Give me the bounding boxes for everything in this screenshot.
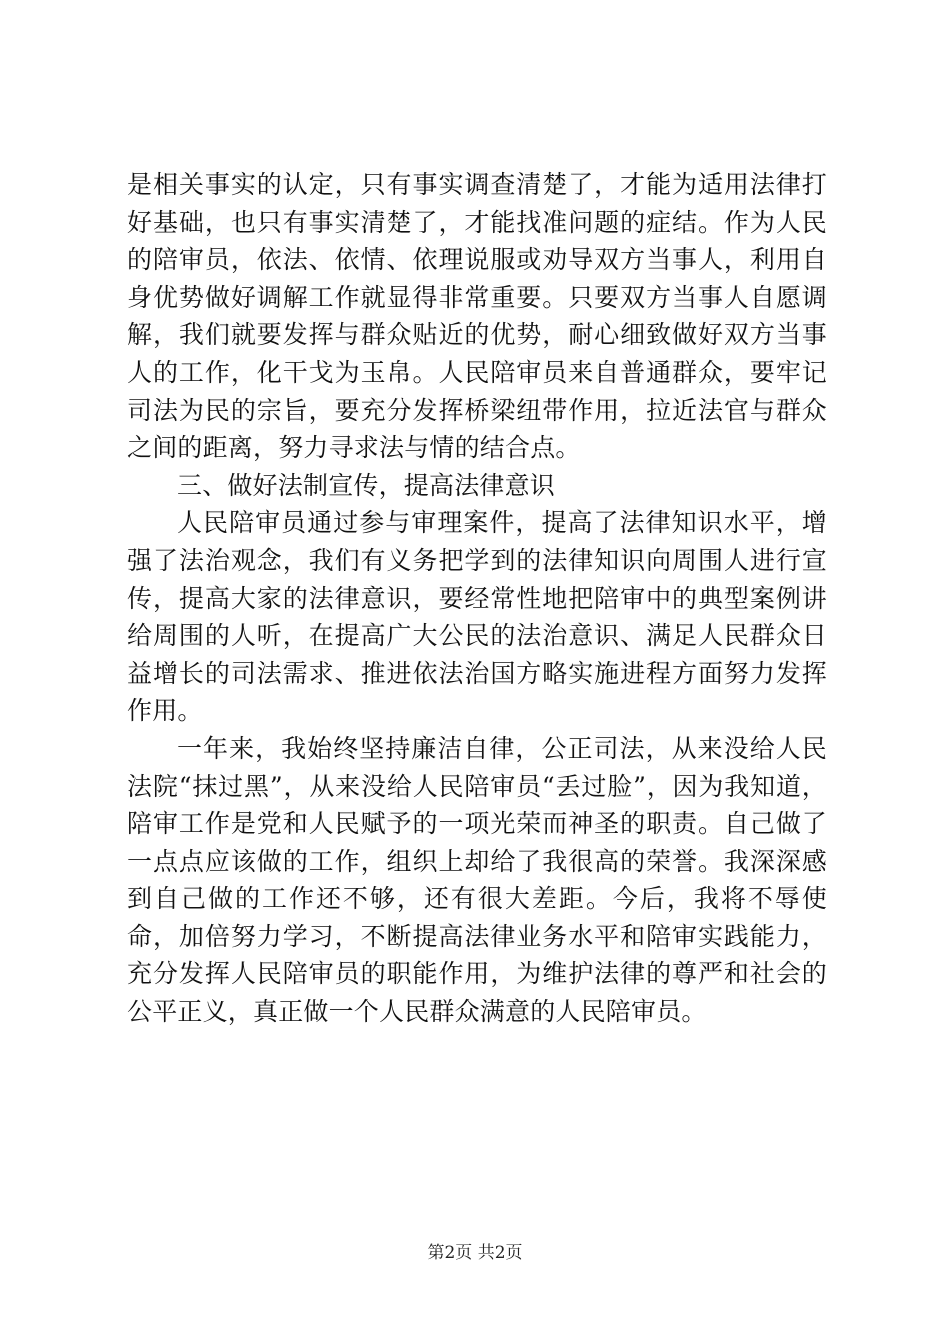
document-body <box>127 166 827 1031</box>
paragraph-continuation: 是相关事实的认定，只有事实调查清楚了，才能为适用法律打好基础，也只有事实清楚了，才能找准问题的症结。作为人民的陪审员，依法、依情、依理说服或劝导双方当事人，利用自身优势做好调解工作就显得非常重要。只要双方当事人自愿调解，我们就要发挥与群众贴近的优势，耐心细致做好双方当事人的工作，化干戈为玉帛。人民陪审员来自普通群众，要牢记司法为民的宗旨，要充分发挥桥梁纽带作用，拉近法官与群众之间的距离，努力寻求法与情的结合点。 <box>127 170 827 463</box>
paragraph-year-summary: 一年来，我始终坚持廉洁自律，公正司法，从来没给人民法院“抹过黑”，从来没给人民陪审员“丢过脸”，因为我知道，陪审工作是党和人民赋予的一项光荣而神圣的职责。自己做了一点点应该做的工作，组织上却给了我很高的荣誉。我深深感到自己做的工作还不够，还有很大差距。今后，我将不辱使命，加倍努力学习，不断提高法律业务水平和陪审实践能力，充分发挥人民陪审员的职能作用，为维护法律的尊严和社会的公平正义，真正做一个人民群众满意的人民陪审员。 <box>127 733 827 1027</box>
section-heading: 三、做好法制宣传，提高法律意识 <box>177 470 556 500</box>
page-footer: 第2页 共2页 <box>427 1243 523 1263</box>
paragraph-legal-publicity: 人民陪审员通过参与审理案件，提高了法律知识水平，增强了法治观念，我们有义务把学到的法律知识向周围人进行宣传，提高大家的法律意识，要经常性地把陪审中的典型案例讲给周围的人听，在提高广大公民的法治意识、满足人民群众日益增长的司法需求、推进依法治国方略实施进程方面努力发挥作用。 <box>127 508 827 726</box>
